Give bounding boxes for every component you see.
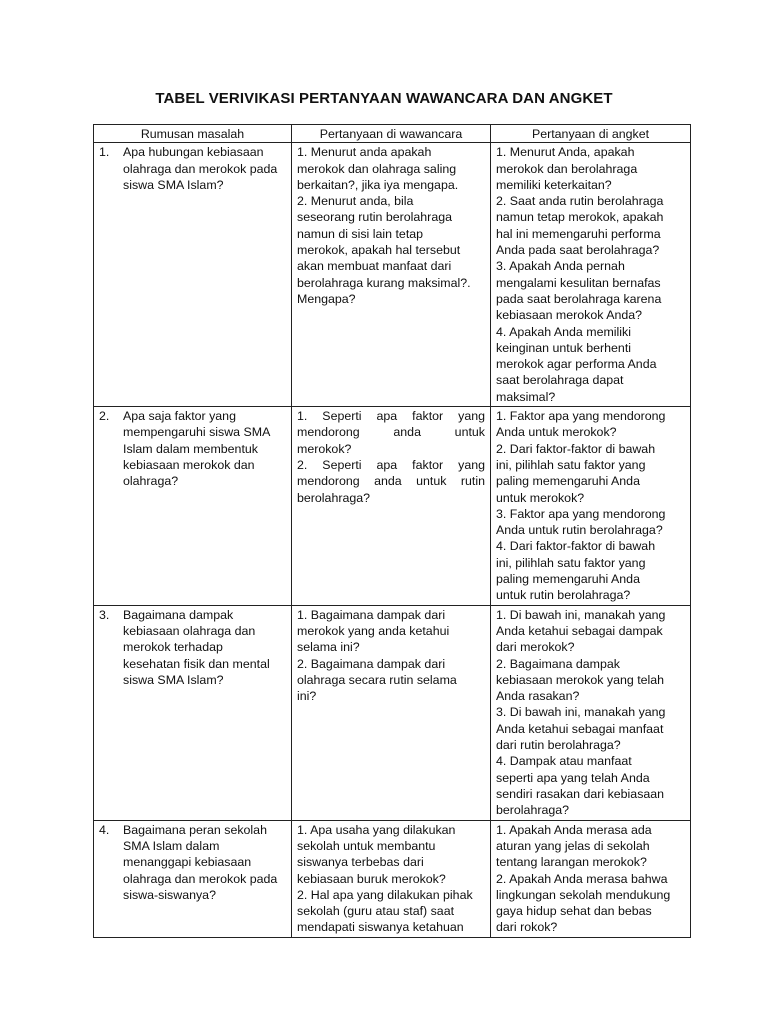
text-line: tentang larangan merokok? xyxy=(496,855,647,870)
cell-rumusan xyxy=(94,605,292,820)
text-line: 4. Dari faktor-faktor di bawah xyxy=(496,539,656,554)
text-line: 4. Apakah Anda memiliki xyxy=(496,324,631,339)
text-line: merokok dan berolahraga xyxy=(496,161,638,176)
text-line: Islam dalam membentuk xyxy=(123,441,258,456)
text-line: kesehatan fisik dan mental xyxy=(123,656,270,671)
cell-angket xyxy=(491,143,691,407)
text-line: menanggapi kebiasaan xyxy=(123,855,252,870)
cell-wawancara xyxy=(292,605,491,820)
text-line: dari merokok? xyxy=(496,640,575,655)
text-line: 2. Bagaimana dampak xyxy=(496,656,620,671)
text-line: kebiasaan buruk merokok? xyxy=(297,871,446,886)
text-line: 1. Apakah Anda merasa ada xyxy=(496,822,652,837)
text-line: untuk rutin berolahraga? xyxy=(496,588,631,603)
cell-wawancara xyxy=(292,407,491,606)
text-line: lingkungan sekolah mendukung xyxy=(496,887,671,902)
text-line: 2. Dari faktor-faktor di bawah xyxy=(496,441,656,456)
text-line: 3. Di bawah ini, manakah yang xyxy=(496,705,666,720)
text-line: kebiasaan olahraga dan xyxy=(123,623,256,638)
text-line: seperti apa yang telah Anda xyxy=(496,770,650,785)
row-number: 3. xyxy=(99,607,110,622)
text-line: ini? xyxy=(297,689,317,704)
text-line: siswanya terbebas dari xyxy=(297,855,424,870)
table-row xyxy=(94,143,691,407)
text-line: kebiasaan merokok yang telah xyxy=(496,672,665,687)
text-line: Anda rasakan? xyxy=(496,689,580,704)
cell-rumusan xyxy=(94,820,292,937)
row-number: 1. xyxy=(99,145,110,160)
cell-wawancara xyxy=(292,143,491,407)
row-number: 4. xyxy=(99,822,110,837)
text-line: 2. Bagaimana dampak dari xyxy=(297,656,446,671)
text-line: berolahraga? xyxy=(496,803,570,818)
text-line: maksimal? xyxy=(496,389,556,404)
text-line: selama ini? xyxy=(297,640,360,655)
table-header-row xyxy=(94,125,691,143)
text-line: mendorong anda untuk xyxy=(297,425,485,440)
text-line: 2. Hal apa yang dilakukan pihak xyxy=(297,887,473,902)
table-row xyxy=(94,407,691,606)
cell-angket xyxy=(491,407,691,606)
text-line: Anda untuk merokok? xyxy=(496,425,617,440)
text-line: aturan yang jelas di sekolah xyxy=(496,838,650,853)
text-line: olahraga dan merokok pada xyxy=(123,161,278,176)
text-line: mendorong anda untuk rutin xyxy=(297,474,485,489)
text-line: seseorang rutin berolahraga xyxy=(297,210,452,225)
cell-rumusan xyxy=(94,407,292,606)
header-pertanyaan-wawancara: Pertanyaan di wawancara xyxy=(292,125,491,143)
text-line: 4. Dampak atau manfaat xyxy=(496,754,632,769)
text-line: 2. Seperti apa faktor yang xyxy=(297,457,485,472)
text-line: sekolah (guru atau staf) saat xyxy=(297,904,455,919)
text-line: 1. Apa usaha yang dilakukan xyxy=(297,822,456,837)
header-pertanyaan-angket: Pertanyaan di angket xyxy=(491,125,691,143)
text-line: Bagaimana peran sekolah xyxy=(123,822,267,837)
table-row xyxy=(94,820,691,937)
text-line: Apa saja faktor yang xyxy=(123,409,236,424)
verification-table xyxy=(93,124,691,938)
cell-rumusan xyxy=(94,143,292,407)
text-line: memiliki keterkaitan? xyxy=(496,177,612,192)
text-line: 3. Apakah Anda pernah xyxy=(496,259,625,274)
text-line: Mengapa? xyxy=(297,291,356,306)
text-line: merokok, apakah hal tersebut xyxy=(297,243,461,258)
text-line: 1. Faktor apa yang mendorong xyxy=(496,409,666,424)
text-line: merokok? xyxy=(297,441,352,456)
cell-angket xyxy=(491,605,691,820)
row-number: 2. xyxy=(99,409,110,424)
text-line: mempengaruhi siswa SMA xyxy=(123,425,271,440)
text-line: dari rutin berolahraga? xyxy=(496,737,621,752)
text-line: Anda ketahui sebagai manfaat xyxy=(496,721,664,736)
text-line: 1. Bagaimana dampak dari xyxy=(297,607,446,622)
text-line: Anda untuk rutin berolahraga? xyxy=(496,523,663,538)
document-title: TABEL VERIVIKASI PERTANYAAN WAWANCARA DAN ANGKET xyxy=(155,90,613,107)
text-line: merokok dan olahraga saling xyxy=(297,161,457,176)
text-line: olahraga secara rutin selama xyxy=(297,672,457,687)
text-line: 3. Faktor apa yang mendorong xyxy=(496,506,666,521)
text-line: berolahraga kurang maksimal?. xyxy=(297,275,471,290)
text-line: SMA Islam dalam xyxy=(123,838,220,853)
text-line: siswa SMA Islam? xyxy=(123,177,224,192)
cell-wawancara xyxy=(292,820,491,937)
text-line: dari rokok? xyxy=(496,920,558,935)
text-line: Apa hubungan kebiasaan xyxy=(123,145,264,160)
cell-angket xyxy=(491,820,691,937)
text-line: siswa SMA Islam? xyxy=(123,672,224,687)
text-line: merokok yang anda ketahui xyxy=(297,623,450,638)
text-line: ini, pilihlah satu faktor yang xyxy=(496,457,646,472)
text-line: Anda ketahui sebagai dampak xyxy=(496,623,663,638)
text-line: sekolah untuk membantu xyxy=(297,838,436,853)
text-line: kebiasaan merokok Anda? xyxy=(496,308,643,323)
text-line: 1. Seperti apa faktor yang xyxy=(297,409,485,424)
text-line: paling memengaruhi Anda xyxy=(496,572,640,587)
text-line: 1. Di bawah ini, manakah yang xyxy=(496,607,666,622)
text-line: akan membuat manfaat dari xyxy=(297,259,452,274)
header-rumusan-masalah: Rumusan masalah xyxy=(94,125,292,143)
text-line: untuk merokok? xyxy=(496,490,585,505)
text-line: keinginan untuk berhenti xyxy=(496,340,632,355)
text-line: 2. Apakah Anda merasa bahwa xyxy=(496,871,668,886)
text-line: olahraga? xyxy=(123,474,179,489)
text-line: Bagaimana dampak xyxy=(123,607,234,622)
text-line: merokok terhadap xyxy=(123,640,223,655)
text-line: 2. Menurut anda, bila xyxy=(297,194,414,209)
text-line: 1. Menurut anda apakah xyxy=(297,145,432,160)
text-line: mendapati siswanya ketahuan xyxy=(297,920,464,935)
text-line: hal ini memengaruhi performa xyxy=(496,226,661,241)
text-line: Anda pada saat berolahraga? xyxy=(496,243,660,258)
text-line: saat berolahraga dapat xyxy=(496,373,624,388)
text-line: siswa-siswanya? xyxy=(123,887,216,902)
text-line: sendiri rasakan dari kebiasaan xyxy=(496,786,665,801)
text-line: ini, pilihlah satu faktor yang xyxy=(496,555,646,570)
text-line: namun tetap merokok, apakah xyxy=(496,210,664,225)
text-line: namun di sisi lain tetap xyxy=(297,226,424,241)
text-line: berolahraga? xyxy=(297,490,371,505)
text-line: mengalami kesulitan bernafas xyxy=(496,275,661,290)
text-line: olahraga dan merokok pada xyxy=(123,871,278,886)
text-line: berkaitan?, jika iya mengapa. xyxy=(297,177,459,192)
text-line: paling memengaruhi Anda xyxy=(496,474,640,489)
table-row xyxy=(94,605,691,820)
text-line: pada saat berolahraga karena xyxy=(496,291,662,306)
text-line: gaya hidup sehat dan bebas xyxy=(496,904,652,919)
text-line: kebiasaan merokok dan xyxy=(123,457,255,472)
text-line: 2. Saat anda rutin berolahraga xyxy=(496,194,664,209)
text-line: 1. Menurut Anda, apakah xyxy=(496,145,635,160)
text-line: merokok agar performa Anda xyxy=(496,357,657,372)
